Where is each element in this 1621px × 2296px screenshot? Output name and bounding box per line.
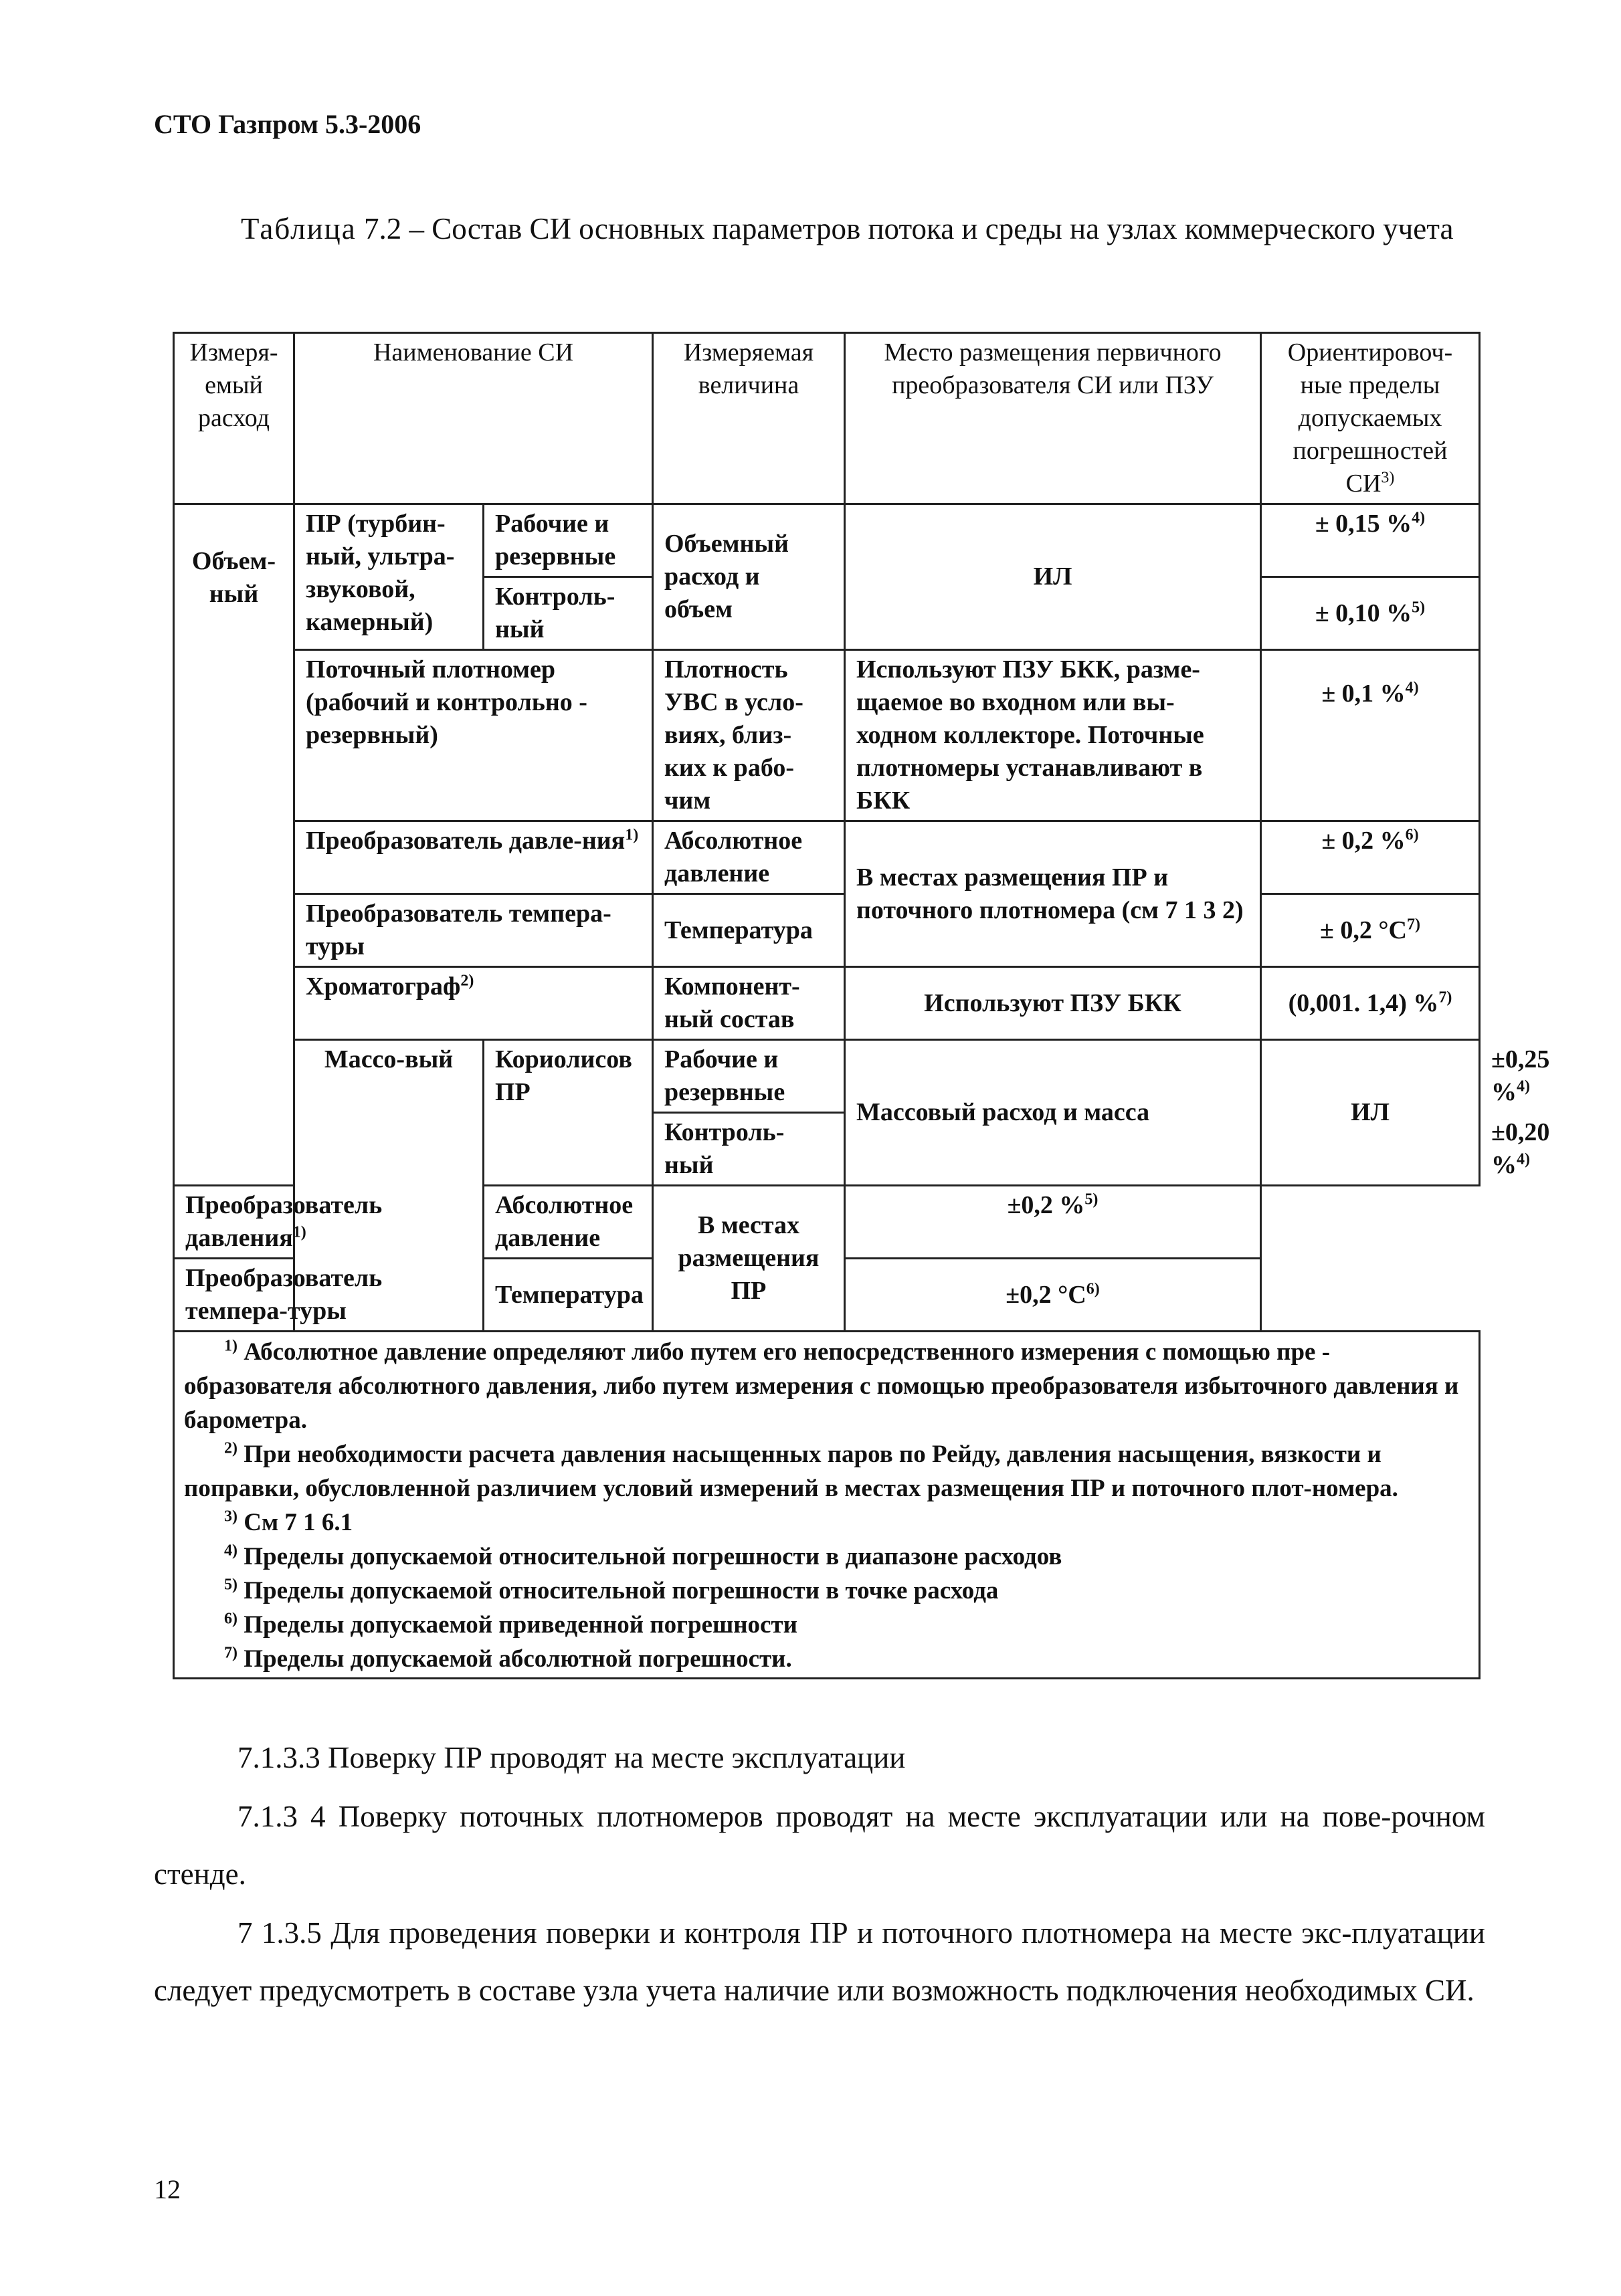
si-composition-table <box>173 332 1550 1679</box>
mass-pressure-err-value: ±0,2 % <box>1007 1191 1085 1219</box>
footnote-ref: 1) <box>625 826 639 844</box>
note-2 <box>184 1437 1469 1505</box>
table-header-row <box>174 333 1480 504</box>
vol-chromatograph-name <box>294 967 653 1040</box>
paragraph-7-1-3-4: 7.1.3 4 Поверку поточных плотномеров проводят на месте эксплуатации или на пове-рочном стенде. <box>154 1800 1485 1891</box>
note-mark: 3) <box>224 1507 237 1526</box>
note-mark: 7) <box>224 1644 237 1662</box>
mass-pressure-name-text: Преобразователь давления <box>185 1191 383 1252</box>
vol-pr-place: ИЛ <box>845 504 1261 650</box>
note-1 <box>184 1335 1469 1437</box>
vol-density-name: Поточный плотномер (рабочий и контрольно - резервный) <box>294 650 653 821</box>
mass-pr-quantity: Массовый расход и масса <box>845 1040 1261 1186</box>
vol-pt-place: В местах размещения ПР и поточного плотномера (см 7 1 3 2) <box>845 821 1261 967</box>
note-text: См 7 1 6.1 <box>244 1509 353 1536</box>
mass-pt-place: В местах размещения ПР <box>653 1186 845 1332</box>
header-error-limits <box>1261 333 1480 504</box>
table-notes-row <box>174 1332 1480 1679</box>
note-mark: 1) <box>224 1337 237 1355</box>
table-row <box>174 504 1480 577</box>
vol-temperature-err <box>1261 894 1480 967</box>
mass-pr-err-ctrl-value: ±0,20 % <box>1491 1118 1550 1179</box>
vol-pr-err-work <box>1261 504 1480 577</box>
vol-pr-name: ПР (турбин-ный, ультра-звуковой, камерный) <box>294 504 484 650</box>
mass-pr-name: Кориолисов ПР <box>484 1040 653 1186</box>
mass-flow-label: Массо-вый <box>294 1040 484 1332</box>
vol-chromatograph-name-text: Хроматограф <box>306 972 461 1001</box>
vol-density-quantity: Плотность УВС в усло-виях, близ-ких к рабо-чим <box>653 650 845 821</box>
table-caption-label: Таблица <box>241 212 357 245</box>
volumetric-flow-label: Объем-ный <box>174 504 294 1186</box>
note-text: Пределы допускаемой приведенной погрешности <box>244 1611 797 1639</box>
table-row <box>174 967 1480 1040</box>
vol-pr-work: Рабочие и резервные <box>484 504 653 577</box>
vol-chromatograph-quantity: Компонент-ный состав <box>653 967 845 1040</box>
vol-pr-ctrl: Контроль-ный <box>484 577 653 650</box>
table-notes <box>174 1332 1480 1679</box>
footnote-ref: 4) <box>1405 679 1419 697</box>
vol-temperature-quantity: Температура <box>653 894 845 967</box>
footnote-ref: 3) <box>1381 469 1395 487</box>
note-text: Абсолютное давление определяют либо путем его непосредственного измерения с помощью пре - образователя абсолютного давления, либо путем измерения с помощью преобразователя избыточного давления и барометра. <box>184 1338 1459 1434</box>
vol-pressure-quantity: Абсолютное давление <box>653 821 845 894</box>
table-row <box>174 894 1480 967</box>
footnote-ref: 4) <box>1517 1150 1530 1168</box>
note-7 <box>184 1642 1469 1676</box>
table-row <box>174 1040 1480 1113</box>
vol-pr-quantity: Объемный расход и объем <box>653 504 845 650</box>
mass-pr-work: Рабочие и резервные <box>653 1040 845 1113</box>
mass-pr-place: ИЛ <box>1261 1040 1480 1186</box>
document-header: СТО Газпром 5.3-2006 <box>154 109 421 139</box>
note-text: Пределы допускаемой относительной погрешности в диапазоне расходов <box>244 1543 1062 1570</box>
note-6 <box>184 1608 1469 1642</box>
mass-pressure-name <box>174 1186 484 1259</box>
table-caption <box>154 201 1485 257</box>
note-text: Пределы допускаемой абсолютной погрешности. <box>244 1645 792 1673</box>
note-5 <box>184 1574 1469 1608</box>
vol-pressure-name-text: Преобразователь давле-ния <box>306 827 626 855</box>
note-mark: 4) <box>224 1542 237 1560</box>
vol-pr-err-work-value: ± 0,15 % <box>1315 510 1412 538</box>
footnote-ref: 5) <box>1412 598 1426 616</box>
footnote-ref: 4) <box>1517 1077 1530 1095</box>
note-mark: 5) <box>224 1576 237 1594</box>
table-row <box>174 1186 1480 1259</box>
table-row <box>174 650 1480 821</box>
vol-density-err <box>1261 650 1480 821</box>
footnote-ref: 5) <box>1084 1190 1099 1209</box>
vol-pressure-err <box>1261 821 1480 894</box>
note-mark: 2) <box>224 1439 237 1457</box>
footnote-ref: 4) <box>1412 509 1426 527</box>
paragraph-7-1-3-3: 7.1.3.3 Поверку ПР проводят на месте эксплуатации <box>237 1741 906 1774</box>
vol-pressure-name <box>294 821 653 894</box>
vol-temperature-name: Преобразователь темпера-туры <box>294 894 653 967</box>
footnote-ref: 7) <box>1438 988 1452 1006</box>
vol-density-place: Используют ПЗУ БКК, разме-щаемое во входном или вы-ходном коллекторе. Поточные плотномеры устанавливают в БКК <box>845 650 1261 821</box>
vol-pr-err-ctrl <box>1261 577 1480 650</box>
mass-pr-err-work-value: ±0,25 % <box>1491 1045 1550 1106</box>
note-text: При необходимости расчета давления насыщенных паров по Рейду, давления насыщения, вязкости и поправки, обусловленной различием условий измерений в местах размещения ПР и поточного плот-номера. <box>184 1441 1398 1502</box>
header-measured-flow: Измеря-емый расход <box>174 333 294 504</box>
footnote-ref: 6) <box>1405 826 1419 844</box>
footnote-ref: 7) <box>1407 915 1420 933</box>
vol-density-err-value: ± 0,1 % <box>1321 680 1406 708</box>
vol-pressure-err-value: ± 0,2 % <box>1321 827 1406 855</box>
vol-temperature-err-value: ± 0,2 °С <box>1320 916 1407 944</box>
vol-chromatograph-err <box>1261 967 1480 1040</box>
table-row <box>174 821 1480 894</box>
paragraph-7-1-3-5: 7 1.3.5 Для проведения поверки и контроля ПР и поточного плотномера на месте экс-плуатации следует предусмотреть в составе узла учета наличие или возможность подключения необходимых СИ. <box>154 1916 1485 2007</box>
page-number: 12 <box>154 2174 181 2204</box>
footnote-ref: 2) <box>460 972 474 990</box>
note-4 <box>184 1540 1469 1574</box>
vol-chromatograph-place: Используют ПЗУ БКК <box>845 967 1261 1040</box>
footnote-ref: 6) <box>1086 1279 1100 1297</box>
mass-pressure-err <box>845 1186 1261 1259</box>
header-si-name: Наименование СИ <box>294 333 653 504</box>
note-mark: 6) <box>224 1610 237 1628</box>
mass-temperature-err-value: ±0,2 °С <box>1006 1280 1086 1309</box>
footnote-ref: 1) <box>292 1223 306 1241</box>
vol-pr-err-ctrl-value: ± 0,10 % <box>1315 599 1412 627</box>
mass-temperature-quantity: Температура <box>484 1259 653 1332</box>
table-caption-text: 7.2 – Состав СИ основных параметров потока и среды на узлах коммерческого учета <box>363 212 1454 245</box>
header-placement: Место размещения первичного преобразователя СИ или ПЗУ <box>845 333 1261 504</box>
note-text: Пределы допускаемой относительной погрешности в точке расхода <box>244 1577 999 1604</box>
vol-chromatograph-err-value: (0,001. 1,4) % <box>1288 988 1439 1017</box>
mass-temperature-name: Преобразователь темпера-туры <box>174 1259 484 1332</box>
header-error-limits-text: Ориентировоч-ные пределы допускаемых погрешностей СИ <box>1287 338 1453 498</box>
header-measured-quantity: Измеряемая величина <box>653 333 845 504</box>
note-3 <box>184 1505 1469 1540</box>
mass-temperature-err <box>845 1259 1261 1332</box>
mass-pressure-quantity: Абсолютное давление <box>484 1186 653 1259</box>
mass-pr-ctrl: Контроль-ный <box>653 1113 845 1186</box>
